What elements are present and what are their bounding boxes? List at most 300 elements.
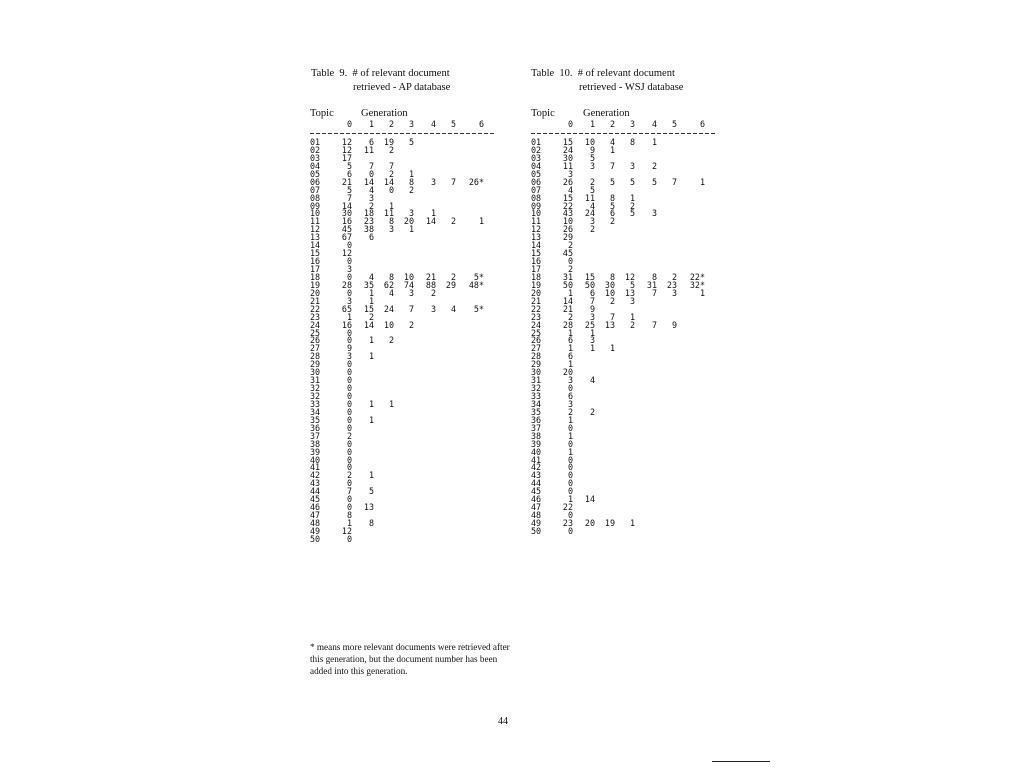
count-cell xyxy=(595,242,615,250)
count-cell xyxy=(414,464,436,472)
count-cell xyxy=(677,258,705,266)
count-cell: 14 xyxy=(341,200,352,211)
count-cell xyxy=(635,393,657,401)
topic-cell: 45 xyxy=(531,486,542,497)
topic-cell: 20 xyxy=(531,287,542,298)
count-cell: 74 xyxy=(403,279,414,290)
count-cell xyxy=(635,377,657,385)
count-cell xyxy=(414,330,436,338)
count-cell xyxy=(456,536,484,544)
count-cell xyxy=(374,441,394,449)
count-cell: 0 xyxy=(388,184,394,195)
count-cell: 8 xyxy=(408,176,414,187)
count-cell xyxy=(595,369,615,377)
count-cell: 1 xyxy=(609,144,615,155)
count-cell xyxy=(573,457,595,465)
count-cell: 2 xyxy=(408,184,414,195)
count-cell: 23 xyxy=(666,279,677,290)
count-cell: 11 xyxy=(562,160,573,171)
count-cell xyxy=(414,195,436,203)
count-cell xyxy=(414,369,436,377)
count-cell: 25 xyxy=(584,319,595,330)
count-cell: 0 xyxy=(346,367,352,378)
count-cell xyxy=(657,480,677,488)
count-cell: 1 xyxy=(699,287,705,298)
count-cell: 0 xyxy=(346,287,352,298)
table-row xyxy=(531,168,705,179)
topic-cell: 19 xyxy=(531,279,542,290)
count-cell xyxy=(677,480,705,488)
count-cell: 4 xyxy=(388,287,394,298)
table-row xyxy=(310,464,484,472)
count-cell xyxy=(615,457,635,465)
count-cell xyxy=(595,250,615,258)
topic-cell: 20 xyxy=(310,287,321,298)
count-cell xyxy=(374,250,394,258)
count-cell xyxy=(657,425,677,433)
count-cell: 1 xyxy=(567,446,573,457)
count-cell xyxy=(677,393,705,401)
count-cell: 23 xyxy=(562,518,573,528)
count-cell: 6 xyxy=(567,335,573,346)
count-cell: 1 xyxy=(408,168,414,179)
count-cell xyxy=(456,242,484,250)
topic-cell: 34 xyxy=(310,406,321,417)
topic-cell: 36 xyxy=(531,414,542,425)
generation-col-header: 0 xyxy=(346,119,352,129)
topic-cell: 38 xyxy=(310,438,321,449)
topic-cell: 13 xyxy=(310,232,321,243)
count-cell xyxy=(456,409,484,417)
topic-cell: 04 xyxy=(310,160,321,171)
count-cell: 0 xyxy=(346,256,352,267)
count-cell: 12 xyxy=(341,137,352,147)
table-row xyxy=(531,480,705,488)
count-cell xyxy=(436,480,456,488)
count-cell: 62 xyxy=(383,279,394,290)
count-cell: 12 xyxy=(624,271,635,282)
count-cell xyxy=(615,425,635,433)
count-cell xyxy=(352,536,374,544)
topic-cell: 25 xyxy=(531,327,542,338)
count-cell xyxy=(573,480,595,488)
topic-cell: 48 xyxy=(310,518,321,528)
count-cell xyxy=(657,242,677,250)
count-cell xyxy=(436,147,456,155)
count-cell xyxy=(352,441,374,449)
count-cell: 15 xyxy=(562,137,573,147)
topic-cell: 08 xyxy=(531,192,542,203)
count-cell xyxy=(456,163,484,171)
count-cell: 1 xyxy=(368,295,374,306)
count-cell xyxy=(394,242,414,250)
count-cell xyxy=(615,385,635,393)
count-cell xyxy=(456,369,484,377)
count-cell xyxy=(615,409,635,417)
generation-col-header: 3 xyxy=(629,119,635,129)
count-cell xyxy=(436,496,456,504)
count-cell: 5 xyxy=(589,152,595,163)
count-cell: 5 xyxy=(346,184,352,195)
count-cell xyxy=(595,496,615,504)
count-cell xyxy=(573,234,595,242)
count-cell xyxy=(374,361,394,369)
count-cell xyxy=(456,258,484,266)
table-row xyxy=(531,226,705,234)
count-cell: 5 xyxy=(651,176,657,187)
count-cell xyxy=(635,298,657,306)
table-row xyxy=(531,337,705,345)
count-cell xyxy=(677,330,705,338)
count-cell: 26* xyxy=(468,176,484,187)
count-cell: 32* xyxy=(689,279,705,290)
topic-cell: 27 xyxy=(531,343,542,354)
topic-cell: 11 xyxy=(310,216,321,227)
count-cell xyxy=(677,369,705,377)
count-cell: 2 xyxy=(346,430,352,441)
count-cell: 35 xyxy=(363,279,374,290)
count-cell xyxy=(414,536,436,544)
count-cell: 11 xyxy=(363,144,374,155)
count-cell xyxy=(595,353,615,361)
count-cell xyxy=(657,187,677,195)
topic-cell: 42 xyxy=(531,462,542,473)
table-row xyxy=(531,512,705,520)
count-cell xyxy=(615,218,635,226)
count-cell: 8 xyxy=(629,137,635,147)
table-row xyxy=(310,504,484,512)
count-cell: 2 xyxy=(430,287,436,298)
count-cell xyxy=(394,155,414,163)
count-cell xyxy=(436,337,456,345)
count-cell xyxy=(595,330,615,338)
count-cell xyxy=(436,488,456,496)
count-cell xyxy=(573,528,595,536)
count-cell: 0 xyxy=(567,383,573,394)
count-cell xyxy=(436,425,456,433)
count-cell xyxy=(394,425,414,433)
count-cell: 7 xyxy=(589,295,595,306)
count-cell: 1 xyxy=(699,176,705,187)
count-cell xyxy=(657,218,677,226)
count-cell xyxy=(657,385,677,393)
count-cell: 10 xyxy=(403,271,414,282)
count-cell xyxy=(615,528,635,536)
count-cell xyxy=(394,528,414,536)
count-cell xyxy=(374,385,394,393)
count-cell xyxy=(657,441,677,449)
count-cell xyxy=(595,393,615,401)
table-row xyxy=(310,311,484,322)
count-cell xyxy=(657,234,677,242)
count-cell: 5 xyxy=(629,208,635,219)
count-cell: 30 xyxy=(562,152,573,163)
table-row xyxy=(310,258,484,266)
topic-cell: 08 xyxy=(310,192,321,203)
topic-cell: 12 xyxy=(531,224,542,235)
count-cell xyxy=(414,425,436,433)
topic-cell: 14 xyxy=(310,240,321,251)
count-cell xyxy=(657,433,677,441)
count-cell: 22 xyxy=(562,502,573,513)
count-cell: 23 xyxy=(363,216,374,227)
generation-col-header: 3 xyxy=(408,119,414,129)
count-cell xyxy=(456,457,484,465)
count-cell xyxy=(573,449,595,457)
count-cell xyxy=(456,417,484,425)
count-cell xyxy=(573,393,595,401)
count-cell xyxy=(635,218,657,226)
count-cell xyxy=(436,504,456,512)
count-cell xyxy=(615,433,635,441)
count-cell: 0 xyxy=(346,454,352,465)
count-cell xyxy=(595,425,615,433)
count-cell: 88 xyxy=(425,279,436,290)
count-cell: 3 xyxy=(346,264,352,274)
count-cell xyxy=(635,195,657,203)
count-cell: 1 xyxy=(567,343,573,354)
count-cell xyxy=(436,441,456,449)
count-cell xyxy=(615,330,635,338)
count-cell: 2 xyxy=(346,470,352,481)
topic-cell: 40 xyxy=(310,454,321,465)
count-cell xyxy=(657,528,677,536)
count-cell: 3 xyxy=(589,335,595,346)
count-cell xyxy=(414,242,436,250)
count-cell xyxy=(595,409,615,417)
count-cell: 0 xyxy=(346,327,352,338)
table-row xyxy=(531,210,705,218)
table-row xyxy=(310,377,484,385)
count-cell xyxy=(456,147,484,155)
topic-cell: 41 xyxy=(310,462,321,473)
table-row xyxy=(310,385,484,393)
count-cell xyxy=(595,361,615,369)
count-cell: 38 xyxy=(363,224,374,235)
count-cell xyxy=(436,512,456,520)
count-cell xyxy=(657,496,677,504)
count-cell xyxy=(456,488,484,496)
count-cell xyxy=(635,234,657,242)
count-cell: 20 xyxy=(403,216,414,227)
count-cell xyxy=(635,425,657,433)
count-cell: 26 xyxy=(562,176,573,187)
count-cell: 7 xyxy=(346,192,352,203)
count-cell xyxy=(414,401,436,409)
count-cell: 0 xyxy=(346,271,352,282)
count-cell xyxy=(573,361,595,369)
count-cell xyxy=(677,449,705,457)
count-cell xyxy=(436,457,456,465)
count-cell: 5* xyxy=(473,303,484,314)
table-row xyxy=(531,422,705,433)
count-cell: 1 xyxy=(567,430,573,441)
count-cell: 1 xyxy=(478,216,484,227)
count-cell: 0 xyxy=(346,533,352,544)
count-cell: 2 xyxy=(408,319,414,330)
topic-cell: 32 xyxy=(310,383,321,394)
count-cell xyxy=(374,234,394,242)
count-cell xyxy=(677,457,705,465)
count-cell xyxy=(615,401,635,409)
count-cell xyxy=(635,488,657,496)
count-cell xyxy=(595,441,615,449)
topic-cell: 23 xyxy=(531,311,542,322)
count-cell: 6 xyxy=(346,168,352,179)
count-cell xyxy=(635,504,657,512)
count-cell xyxy=(635,369,657,377)
count-cell: 5 xyxy=(368,486,374,497)
count-cell xyxy=(394,457,414,465)
count-cell xyxy=(635,441,657,449)
count-cell xyxy=(394,417,414,425)
topic-cell: 01 xyxy=(531,137,542,147)
count-cell: 3 xyxy=(589,160,595,171)
count-cell xyxy=(657,457,677,465)
table-row xyxy=(310,250,484,258)
count-cell xyxy=(374,504,394,512)
table-row xyxy=(531,234,705,242)
count-cell xyxy=(436,250,456,258)
count-cell: 2 xyxy=(567,311,573,322)
count-cell: 2 xyxy=(609,295,615,306)
count-cell xyxy=(352,242,374,250)
count-cell xyxy=(677,520,705,528)
page-number: 44 xyxy=(498,716,508,727)
table-row xyxy=(531,327,705,338)
count-cell xyxy=(595,226,615,234)
count-cell: 2 xyxy=(368,200,374,211)
table-row xyxy=(531,496,705,504)
topic-cell: 26 xyxy=(531,335,542,346)
count-cell: 7 xyxy=(450,176,456,187)
count-cell: 0 xyxy=(346,383,352,394)
count-cell xyxy=(436,330,456,338)
count-cell: 1 xyxy=(368,287,374,298)
table-row xyxy=(531,446,705,457)
count-cell xyxy=(657,203,677,211)
topic-cell: 21 xyxy=(531,295,542,306)
topic-cell: 24 xyxy=(531,319,542,330)
topic-cell: 50 xyxy=(531,525,542,536)
count-cell: 45 xyxy=(562,248,573,259)
count-cell xyxy=(677,226,705,234)
count-cell: 3 xyxy=(408,287,414,298)
table-row xyxy=(531,520,705,528)
count-cell xyxy=(615,480,635,488)
count-cell xyxy=(657,464,677,472)
count-cell xyxy=(635,480,657,488)
count-cell xyxy=(374,377,394,385)
count-cell: 10 xyxy=(562,216,573,227)
count-cell: 22 xyxy=(562,200,573,211)
topic-cell: 43 xyxy=(531,470,542,481)
table-row xyxy=(310,525,484,536)
count-cell xyxy=(374,258,394,266)
count-cell xyxy=(414,377,436,385)
count-cell: 14 xyxy=(383,176,394,187)
topic-cell: 29 xyxy=(310,359,321,370)
count-cell: 2 xyxy=(450,216,456,227)
topic-cell: 40 xyxy=(531,446,542,457)
table-row xyxy=(310,271,484,282)
topic-cell: 46 xyxy=(310,502,321,513)
topic-cell: 47 xyxy=(531,502,542,513)
topic-cell: 07 xyxy=(531,184,542,195)
table-row xyxy=(531,160,705,171)
count-cell xyxy=(573,504,595,512)
count-cell xyxy=(635,528,657,536)
count-cell: 12 xyxy=(341,248,352,259)
count-cell: 0 xyxy=(346,462,352,473)
table10-topic-header: Topic xyxy=(531,108,555,119)
generation-col-header: 5 xyxy=(450,119,456,129)
count-cell xyxy=(635,472,657,480)
count-cell xyxy=(677,187,705,195)
count-cell xyxy=(352,433,374,441)
count-cell: 13 xyxy=(604,319,615,330)
count-cell: 2 xyxy=(567,264,573,274)
table-row xyxy=(310,144,484,155)
count-cell xyxy=(436,203,456,211)
count-cell xyxy=(635,337,657,345)
table-row xyxy=(531,353,705,361)
count-cell xyxy=(394,401,414,409)
count-cell: 1 xyxy=(609,343,615,354)
count-cell xyxy=(374,242,394,250)
count-cell xyxy=(657,512,677,520)
count-cell: 0 xyxy=(346,446,352,457)
count-cell xyxy=(394,377,414,385)
count-cell xyxy=(456,441,484,449)
topic-cell: 30 xyxy=(310,367,321,378)
count-cell: 0 xyxy=(567,470,573,481)
count-cell xyxy=(456,496,484,504)
topic-cell: 18 xyxy=(310,271,321,282)
count-cell xyxy=(677,234,705,242)
count-cell xyxy=(635,449,657,457)
count-cell xyxy=(573,425,595,433)
count-cell: 0 xyxy=(346,391,352,401)
topic-cell: 32 xyxy=(310,391,321,401)
topic-cell: 36 xyxy=(310,422,321,433)
count-cell xyxy=(352,258,374,266)
count-cell: 2 xyxy=(589,176,595,187)
table-row xyxy=(531,242,705,250)
count-cell: 0 xyxy=(567,525,573,536)
table-row xyxy=(310,454,484,465)
count-cell: 15 xyxy=(562,192,573,203)
count-cell xyxy=(635,353,657,361)
count-cell xyxy=(635,330,657,338)
count-cell xyxy=(414,512,436,520)
count-cell: 1 xyxy=(567,287,573,298)
count-cell: 3 xyxy=(589,216,595,227)
table-row xyxy=(310,512,484,520)
table-row xyxy=(310,414,484,425)
topic-spacer xyxy=(310,121,326,129)
topic-cell: 16 xyxy=(310,256,321,267)
count-cell xyxy=(456,345,484,353)
count-cell xyxy=(615,417,635,425)
table-row xyxy=(310,184,484,195)
count-cell: 1 xyxy=(589,327,595,338)
count-cell xyxy=(677,433,705,441)
count-cell xyxy=(374,496,394,504)
count-cell xyxy=(677,203,705,211)
table-row xyxy=(531,369,705,377)
count-cell xyxy=(374,464,394,472)
